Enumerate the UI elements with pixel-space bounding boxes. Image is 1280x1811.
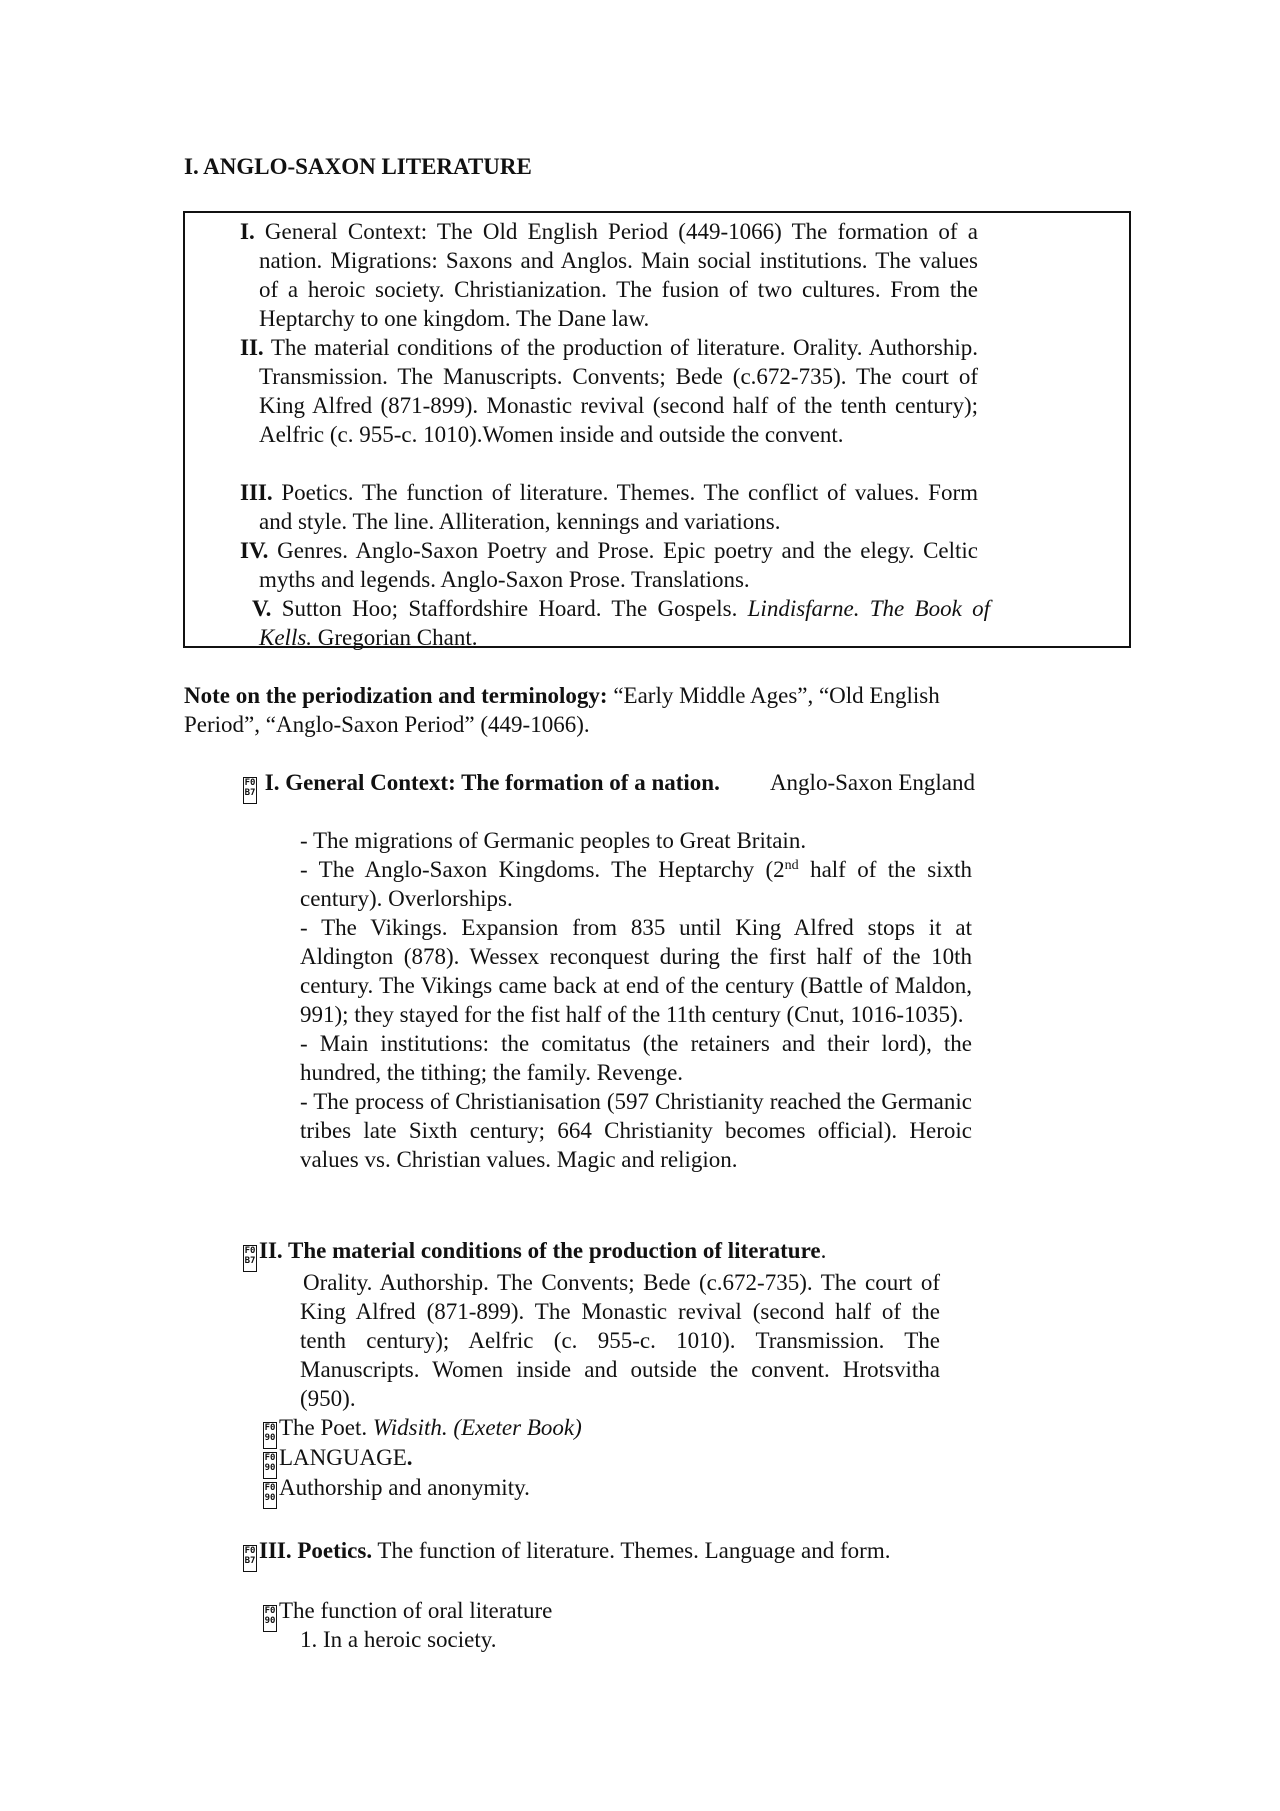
section-2 <box>243 1236 975 1272</box>
item-number: III. <box>240 480 273 505</box>
missing-glyph-icon: F0 B7 <box>243 1245 257 1272</box>
section-2-body: Orality. Authorship. The Convents; Bede (c.672-735). The court of King Alfred (871-899). The Monastic revival (second half of the tenth century); Aelfric (c. 955-c. 1010). Transmission. The Manuscripts. Women inside and outside the convent. Hrotsvitha (950). <box>300 1270 940 1411</box>
item-text: General Context: The Old English Period (449-1066) The formation of a nation. Migrations: Saxons and Anglos. Main social institutions. The values of a heroic society. Christianization. The fusion of two cultures. From the Heptarchy to one kingdom. The Dane law. <box>259 219 978 331</box>
list-item: - Main institutions: the comitatus (the retainers and their lord), the hundred, the tithing; the family. Revenge. <box>300 1031 972 1085</box>
section-3-heading: III. Poetics. <box>259 1538 373 1563</box>
section-1-heading-tail-wrap <box>300 768 975 797</box>
item-number: V. <box>252 596 272 621</box>
item-text: The material conditions of the production of literature. Orality. Authorship. Transmission. The Manuscripts. Convents; Bede (c.672-735). The court of King Alfred (871-899). Monastic revival (second half of the tenth century); Aelfric (c. 955-c. 1010).Women inside and outside the convent. <box>259 335 978 447</box>
sub-3-text: Authorship and anonymity. <box>279 1475 530 1500</box>
list-item: - The Vikings. Expansion from 835 until King Alfred stops it at Aldington (878). Wessex reconquest during the first half of the 10th century. The Vikings came back at end of the century (Battle of Maldon, 991); they stayed for the fist half of the 11th century (Cnut, 1016-1035). <box>300 915 972 1027</box>
sub-2-text: LANGUAGE <box>279 1445 407 1470</box>
sub-1-italic: Widsith. (Exeter Book) <box>372 1415 582 1440</box>
item-number: I. <box>240 219 255 244</box>
section-1-heading: I. General Context: The formation of a nation. <box>264 770 720 795</box>
item-number: IV. <box>240 538 269 563</box>
missing-glyph-icon: F0 90 <box>263 1482 277 1509</box>
item-text: Sutton Hoo; Staffordshire Hoard. The Gospels. <box>281 596 738 621</box>
missing-glyph-icon: F0 90 <box>263 1605 277 1632</box>
section-3-item-1: 1. In a heroic society. <box>300 1627 497 1652</box>
sub-2-dot: . <box>406 1445 413 1470</box>
syllabus-item-1 <box>240 217 978 333</box>
syllabus-box <box>183 211 1131 648</box>
item-text-end: Gregorian Chant. <box>317 625 478 650</box>
sub-1-text: The function of oral literature <box>279 1598 553 1623</box>
section-1-list <box>300 826 972 1174</box>
section-2-heading: II. The material conditions of the production of literature <box>259 1238 821 1263</box>
section-3-heading-tail: The function of literature. Themes. Language and form. <box>377 1538 891 1563</box>
syllabus-item-2 <box>240 333 978 449</box>
syllabus-item-3 <box>240 478 978 536</box>
missing-glyph-icon: F0 90 <box>263 1422 277 1449</box>
missing-glyph-icon: F0 90 <box>263 1452 277 1479</box>
item-text: Genres. Anglo-Saxon Poetry and Prose. Epic poetry and the elegy. Celtic myths and legends. Anglo-Saxon Prose. Translations. <box>259 538 978 592</box>
item-text-italic: Lindisfarne. The Book of Kells. <box>259 596 990 650</box>
item-number: II. <box>240 335 264 360</box>
list-item: - The Anglo-Saxon Kingdoms. The Heptarchy (2nd half of the sixth century). Overlorships. <box>300 857 972 911</box>
document-title: I. ANGLO-SAXON LITERATURE <box>184 154 532 179</box>
sub-1-text: The Poet. <box>279 1415 368 1440</box>
syllabus-item-5 <box>252 594 990 652</box>
item-text: Poetics. The function of literature. Themes. The conflict of values. Form and style. The line. Alliteration, kennings and variations. <box>259 480 978 534</box>
missing-glyph-icon: F0 B7 <box>243 777 257 804</box>
note-label: Note on the periodization and terminology: <box>184 683 608 708</box>
section-2-heading-period: . <box>820 1238 827 1263</box>
section-1-heading-tail: Anglo-Saxon England <box>769 770 975 795</box>
list-item: - The migrations of Germanic peoples to Great Britain. <box>300 828 807 853</box>
periodization-note <box>184 681 974 739</box>
missing-glyph-icon: F0 B7 <box>243 1545 257 1572</box>
syllabus-item-4 <box>240 536 978 594</box>
note-text: “Early Middle Ages”, “Old English Period”, “Anglo-Saxon Period” (449-1066). <box>184 683 940 737</box>
section-3 <box>243 1536 973 1572</box>
section-2-sub-3 <box>263 1473 995 1509</box>
list-item: - The process of Christianisation (597 Christianity reached the Germanic tribes late Sixth century; 664 Christianity becomes official). Heroic values vs. Christian values. Magic and religion. <box>300 1089 972 1172</box>
